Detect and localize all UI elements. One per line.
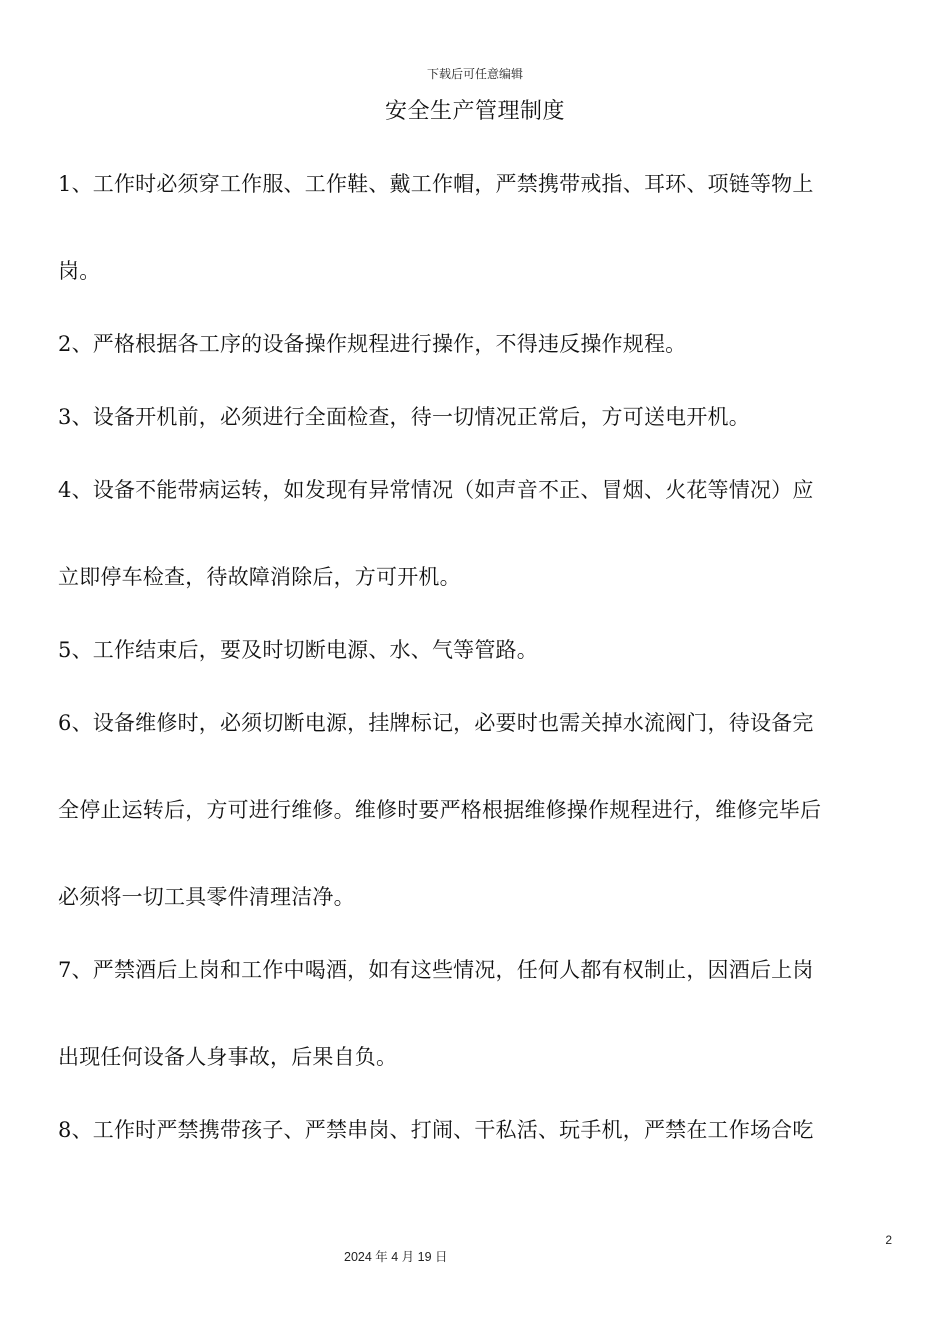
paragraph-line: [58, 1115, 894, 1146]
paragraph-text: 、工作时必须穿工作服、工作鞋、戴工作帽，严禁携带戒指、耳环、项链等物上: [71, 172, 814, 196]
paragraph-text: 、工作时严禁携带孩子、严禁串岗、打闹、干私活、玩手机，严禁在工作场合吃: [71, 1118, 814, 1142]
paragraph-6: [58, 708, 894, 913]
paragraph-line: [58, 708, 894, 739]
paragraph-number: 4: [58, 478, 72, 502]
paragraph-text: 、设备开机前，必须进行全面检查，待一切情况正常后，方可送电开机。: [71, 405, 750, 429]
header-note: 下载后可任意编辑: [426, 67, 523, 81]
paragraph-line: [58, 955, 894, 986]
paragraph-7: [58, 955, 894, 1073]
paragraph-2: [58, 329, 894, 360]
paragraph-number: 5: [58, 638, 72, 662]
paragraph-3: [58, 402, 894, 433]
paragraph-8: [58, 1115, 894, 1146]
document-title: 安全生产管理制度: [384, 99, 565, 124]
paragraph-line: [58, 635, 894, 666]
paragraph-number: 8: [58, 1118, 72, 1142]
footer-date: 2024 年 4 月 19 日: [344, 1250, 448, 1264]
paragraph-5: [58, 635, 894, 666]
paragraph-text: 、严格根据各工序的设备操作规程进行操作，不得违反操作规程。: [71, 332, 687, 356]
paragraph-line: 必须将一切工具零件清理洁净。: [58, 885, 355, 909]
page-number: 2: [885, 1233, 892, 1247]
paragraph-number: 1: [58, 172, 72, 196]
paragraph-line: [58, 402, 894, 433]
paragraph-line: [58, 329, 894, 360]
paragraph-line: 立即停车检查，待故障消除后，方可开机。: [58, 565, 461, 589]
paragraph-line: 全停止运转后，方可进行维修。维修时要严格根据维修操作规程进行，维修完毕后: [58, 798, 822, 822]
paragraph-number: 7: [58, 958, 72, 982]
paragraph-text: 、严禁酒后上岗和工作中喝酒，如有这些情况，任何人都有权制止，因酒后上岗: [71, 958, 814, 982]
document-body: [58, 169, 894, 1188]
paragraph-line: [58, 169, 894, 200]
paragraph-number: 6: [58, 711, 72, 735]
paragraph-text: 、工作结束后，要及时切断电源、水、气等管路。: [71, 638, 538, 662]
paragraph-line: 岗。: [58, 259, 101, 283]
paragraph-line: [58, 475, 894, 506]
paragraph-line: 出现任何设备人身事故，后果自负。: [58, 1045, 398, 1069]
paragraph-text: 、设备不能带病运转，如发现有异常情况（如声音不正、冒烟、火花等情况）应: [71, 478, 814, 502]
paragraph-1: [58, 169, 894, 287]
paragraph-text: 、设备维修时，必须切断电源，挂牌标记，必要时也需关掉水流阀门，待设备完: [71, 711, 814, 735]
paragraph-number: 2: [58, 332, 72, 356]
paragraph-number: 3: [58, 405, 72, 429]
paragraph-4: [58, 475, 894, 593]
